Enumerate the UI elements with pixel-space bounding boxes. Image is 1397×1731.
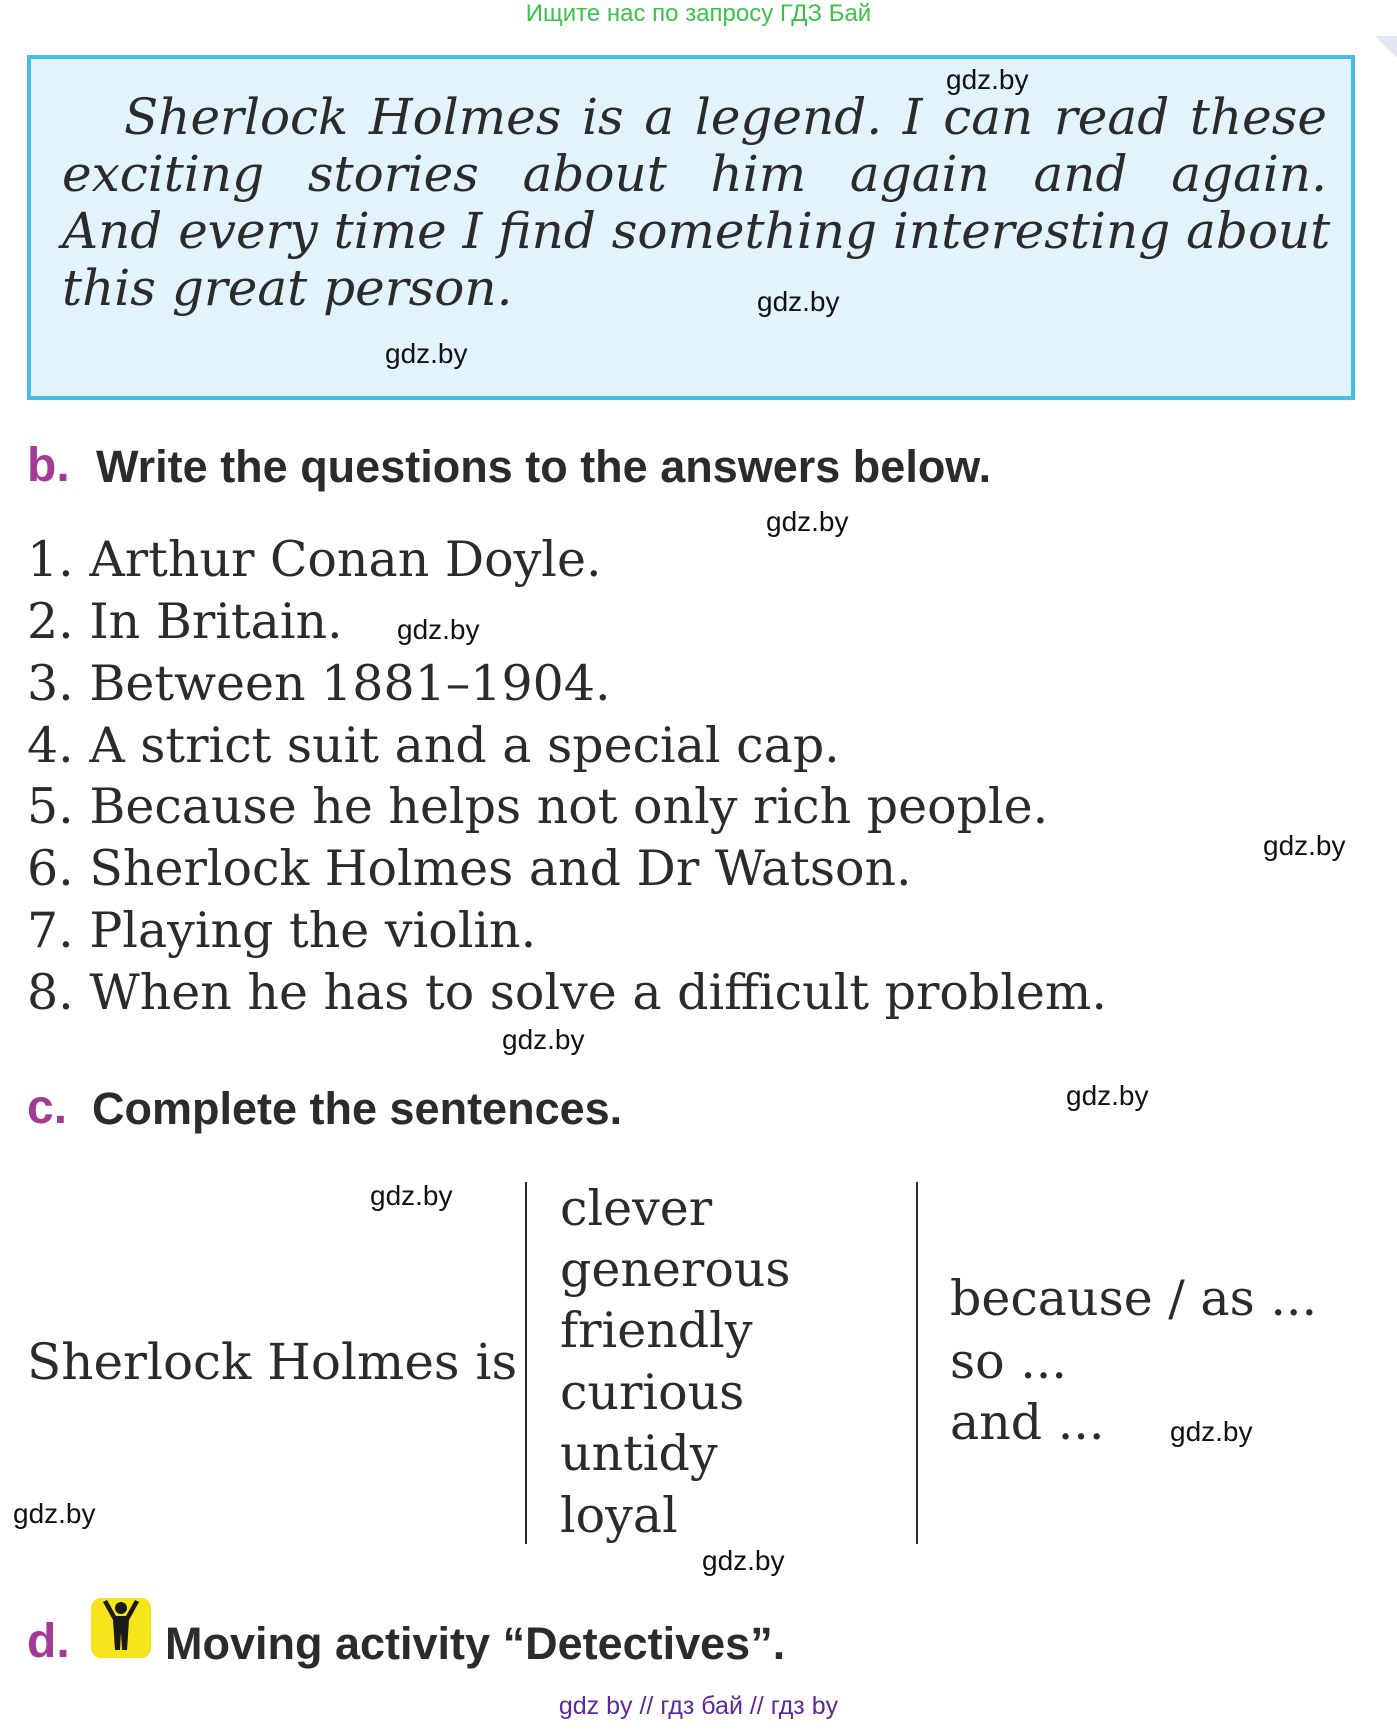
adjective-option: clever [560,1180,713,1237]
page-corner-fold [1375,36,1397,58]
watermark: gdz.by [1066,1080,1149,1111]
answer-item: 5. Because he helps not only rich people. [27,778,1049,835]
section-b-letter: b. [27,439,70,492]
adjective-option: loyal [560,1487,678,1544]
person-arms-up-icon [91,1598,151,1658]
column-divider [525,1182,527,1544]
section-d-letter: d. [27,1615,70,1668]
watermark: gdz.by [946,64,1029,95]
answer-item: 4. A strict suit and a special cap. [27,717,840,774]
footer-links: gdz by // гдз бай // гдз by [558,1692,839,1720]
connector-option: so ... [950,1333,1067,1390]
adjective-option: curious [560,1364,745,1421]
answer-item: 6. Sherlock Holmes and Dr Watson. [27,840,912,897]
watermark: gdz.by [13,1498,96,1529]
watermark: gdz.by [757,286,840,317]
answer-item: 7. Playing the violin. [27,902,537,959]
sentence-subject: Sherlock Holmes is [27,1333,518,1391]
watermark: gdz.by [766,506,849,537]
column-divider [916,1182,918,1544]
section-c-letter: c. [27,1081,68,1134]
adjective-option: friendly [560,1302,753,1359]
watermark: gdz.by [1170,1416,1253,1447]
answer-item: 3. Between 1881–1904. [27,655,611,712]
answer-item: 2. In Britain. [27,593,343,650]
top-banner: Ищите нас по запросу ГДЗ Бай [525,0,872,27]
quote-line-3: And every time I find something interesting about [62,202,1331,260]
section-d-title: Moving activity “Detectives”. [165,1618,786,1669]
watermark: gdz.by [702,1545,785,1576]
connector-option: because / as ... [950,1270,1318,1327]
section-b-title: Write the questions to the answers below. [96,441,992,492]
quote-line-2: exciting stories about him again and again. [62,145,1327,203]
watermark: gdz.by [397,614,480,645]
section-c-title: Complete the sentences. [92,1083,623,1134]
adjective-option: untidy [560,1425,718,1482]
watermark: gdz.by [385,338,468,369]
watermark: gdz.by [502,1024,585,1055]
adjective-option: generous [560,1241,791,1298]
quote-line-1: Sherlock Holmes is a legend. I can read these [124,88,1327,146]
answer-item: 8. When he has to solve a difficult problem. [27,964,1107,1021]
connector-option: and ... [950,1394,1105,1451]
quote-line-4: this great person. [62,259,513,317]
answer-item: 1. Arthur Conan Doyle. [27,531,602,588]
watermark: gdz.by [370,1180,453,1211]
watermark: gdz.by [1263,830,1346,861]
